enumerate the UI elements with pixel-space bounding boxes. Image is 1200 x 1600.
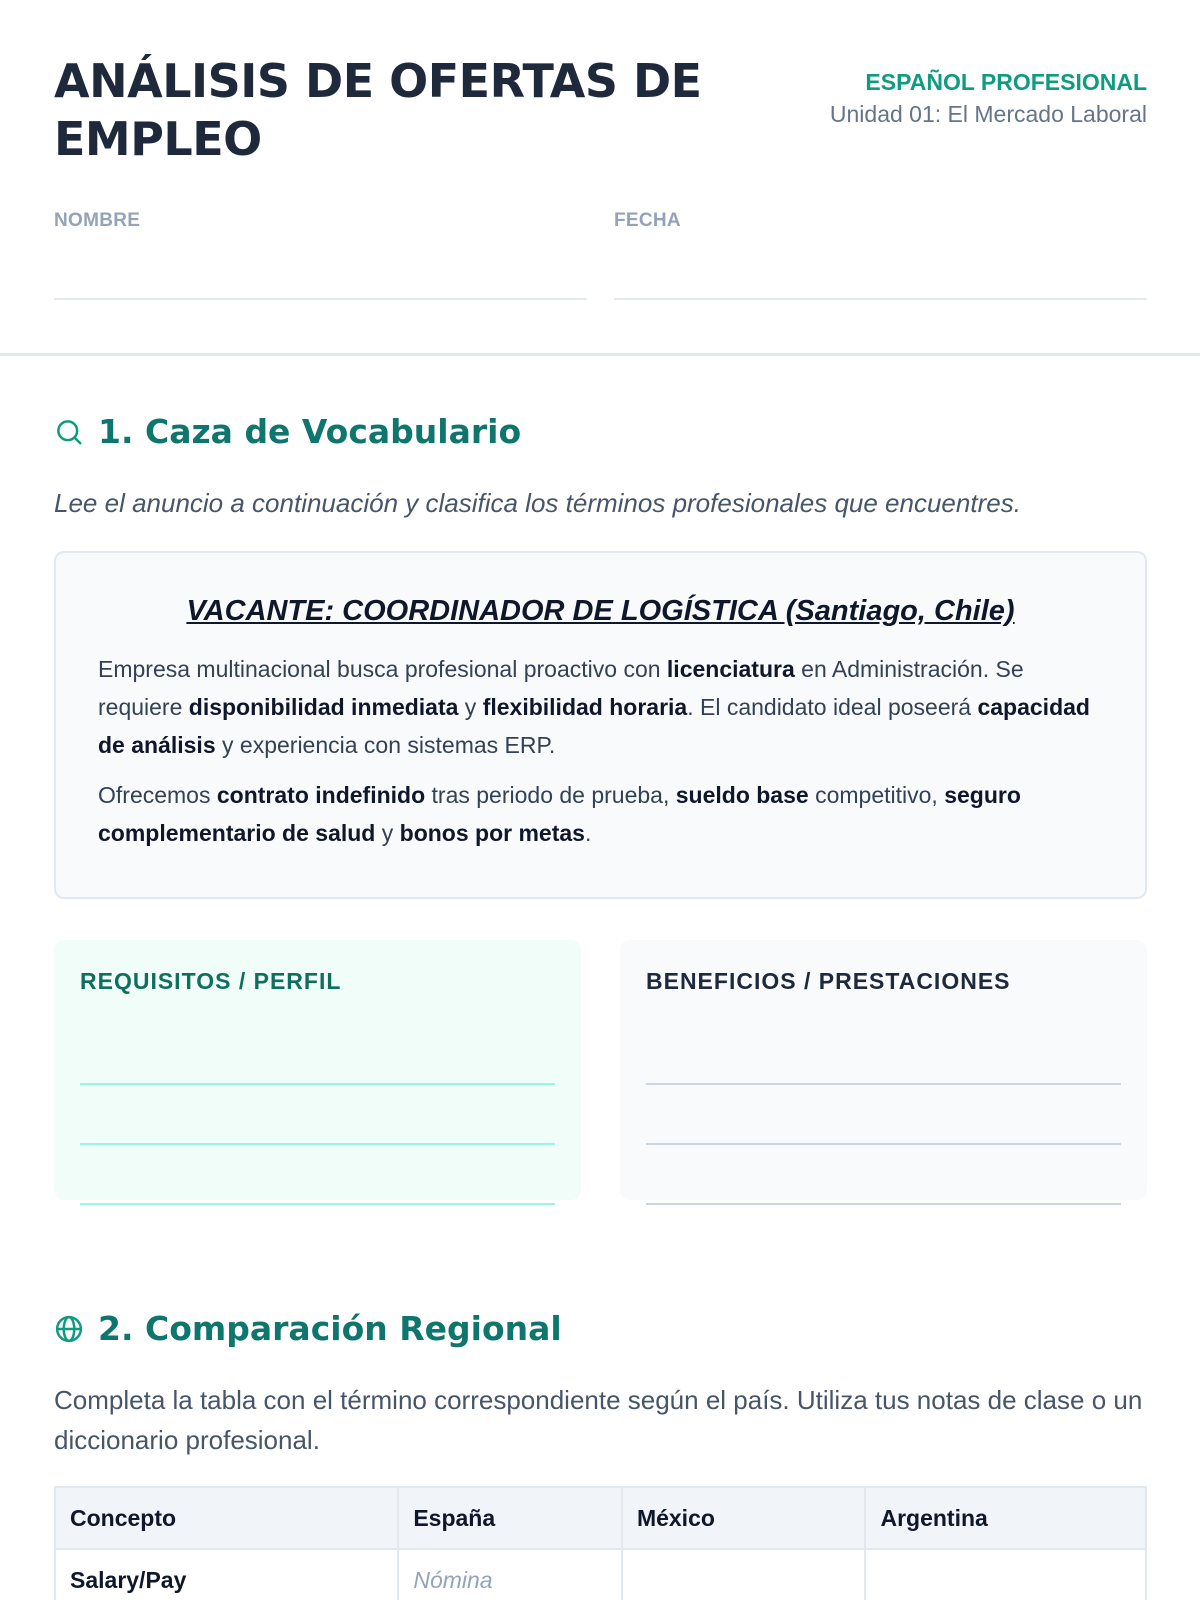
column-header: Concepto <box>55 1487 398 1549</box>
concept-cell: Salary/Pay <box>55 1549 398 1600</box>
student-fields <box>54 210 1147 300</box>
vocab-term: seguro complementario de salud <box>98 782 1021 846</box>
answer-line[interactable] <box>646 1025 1121 1085</box>
globe-icon <box>54 1314 84 1344</box>
answer-line[interactable] <box>646 1145 1121 1205</box>
section-1-instruction: Lee el anuncio a continuación y clasifica los términos profesionales que encuentres. <box>54 488 1021 518</box>
vocab-term: bonos por metas <box>399 820 585 846</box>
course-meta <box>817 66 1147 131</box>
worksheet-header <box>54 52 1147 168</box>
job-ad-title: VACANTE: COORDINADOR DE LOGÍSTICA (Santiago, Chile) <box>186 595 1015 627</box>
date-label: FECHA <box>614 210 681 231</box>
vocab-term: licenciatura <box>666 656 795 682</box>
spain-cell: Nómina <box>398 1549 622 1600</box>
vocab-term: disponibilidad inmediata <box>188 694 459 720</box>
vocab-term: sueldo base <box>675 782 809 808</box>
section-2-heading <box>54 1309 562 1348</box>
column-header: Argentina <box>865 1487 1146 1549</box>
section-1-heading <box>54 412 521 451</box>
job-ad-paragraph-2: Ofrecemos contrato indefinido tras periodo de prueba, sueldo base competitivo, seguro complementario de salud y bonos por metas. <box>98 782 1021 846</box>
section-2-instruction: Completa la tabla con el término correspondiente según el país. Utiliza tus notas de clase o un diccionario profesional. <box>54 1385 1143 1455</box>
section-1-title: 1. Caza de Vocabulario <box>98 412 522 451</box>
section-2-title: 2. Comparación Regional <box>98 1309 562 1348</box>
column-header: México <box>622 1487 866 1549</box>
column-header: España <box>398 1487 622 1549</box>
answer-line[interactable] <box>80 1025 555 1085</box>
requirements-title: REQUISITOS / PERFIL <box>80 968 342 994</box>
argentina-cell[interactable] <box>865 1549 1146 1600</box>
mexico-cell[interactable] <box>622 1549 866 1600</box>
vocab-term: capacidad de análisis <box>98 694 1090 758</box>
date-field[interactable] <box>614 210 1147 300</box>
table-row <box>55 1549 1146 1600</box>
vocab-term: flexibilidad horaria <box>482 694 688 720</box>
name-label: NOMBRE <box>54 210 141 231</box>
answer-line[interactable] <box>80 1145 555 1205</box>
job-ad <box>54 551 1147 899</box>
name-field[interactable] <box>54 210 587 300</box>
vocab-term: contrato indefinido <box>216 782 426 808</box>
page-title: ANÁLISIS DE OFERTAS DE EMPLEO <box>54 54 702 166</box>
benefits-box <box>620 940 1147 1200</box>
header-divider <box>0 353 1200 356</box>
unit-name: Unidad 01: El Mercado Laboral <box>829 101 1147 127</box>
answer-line[interactable] <box>646 1085 1121 1145</box>
job-ad-paragraph-1: Empresa multinacional busca profesional proactivo con licenciatura en Administración. Se requiere disponibilidad inmediata y flexibilidad horaria. El candidato ideal poseerá capacidad de análisis y experiencia con sistemas ERP. <box>98 656 1090 758</box>
table-header-row <box>55 1487 1146 1549</box>
search-icon <box>54 417 84 447</box>
requirements-box <box>54 940 581 1200</box>
answer-line[interactable] <box>80 1085 555 1145</box>
course-name: ESPAÑOL PROFESIONAL <box>865 69 1147 95</box>
benefits-title: BENEFICIOS / PRESTACIONES <box>646 968 1011 994</box>
regional-comparison-table <box>54 1486 1147 1600</box>
